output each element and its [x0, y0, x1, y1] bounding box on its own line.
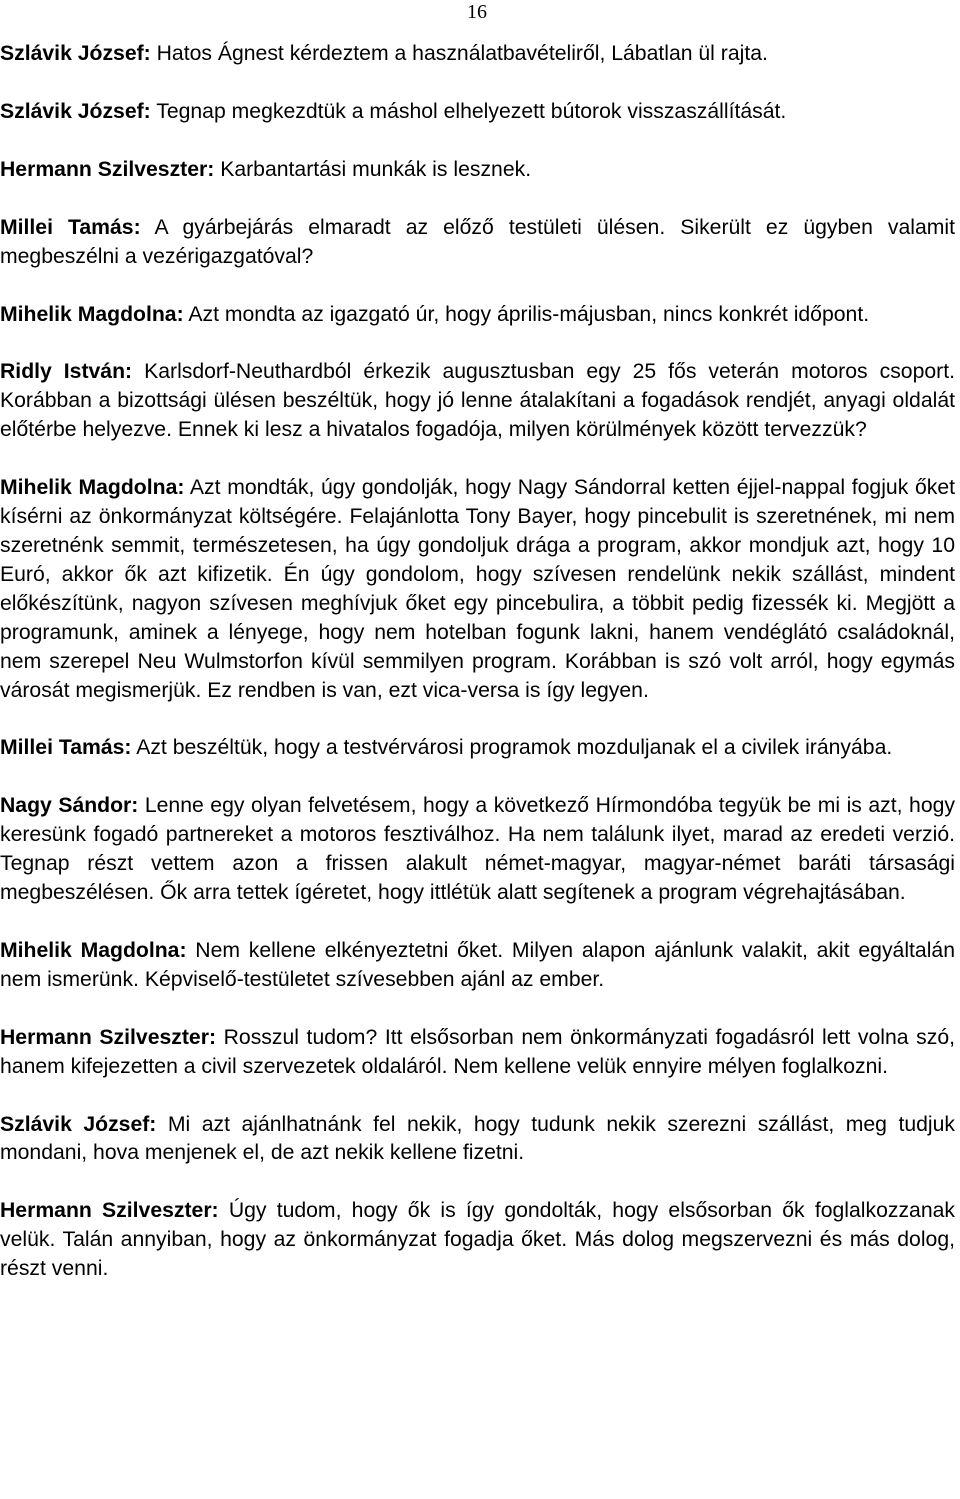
paragraph-text: Hatos Ágnest kérdeztem a használatbavételiről, Lábatlan ül rajta.	[150, 42, 768, 65]
speaker-name: Szlávik József:	[0, 1112, 157, 1136]
speaker-name: Mihelik Magdolna:	[0, 476, 185, 500]
speaker-name: Szlávik József:	[0, 42, 151, 65]
paragraph	[0, 214, 955, 272]
paragraph-text: Nem kellene elkényeztetni őket. Milyen alapon ajánlunk valakit, akit egyáltalán nem ismerünk. Képviselő-testületet szívesebben ajánl az ember.	[0, 938, 955, 991]
paragraph-text: Azt mondta az igazgató úr, hogy április-májusban, nincs konkrét időpont.	[183, 302, 870, 326]
speaker-name: Hermann Szilveszter:	[0, 1199, 219, 1223]
speaker-name: Millei Tamás:	[0, 736, 132, 760]
paragraph-text: Lenne egy olyan felvetésem, hogy a következő Hírmondóba tegyük be mi is azt, hogy keresünk fogadó partnereket a motoros fesztiválhoz. Ha nem találunk ilyet, marad az eredeti verzió. Tegnap részt vettem azon a frissen alakult német-magyar, magyar-német baráti társasági megbeszélésen. Ők arra tettek ígéretet, hogy ittlétük alatt segítenek a program végrehajtásában.	[0, 794, 955, 905]
paragraph-text: Karlsdorf-Neuthardból érkezik augusztusban egy 25 fős veterán motoros csoport. Korábban a bizottsági ülésen beszéltük, hogy jó lenne átalakítani a fogadások rendjét, anyagi oldalát előtérbe helyezve. Ennek ki lesz a hivatalos fogadója, milyen körülmények között tervezzük?	[0, 360, 955, 442]
speaker-name: Hermann Szilveszter:	[0, 157, 215, 181]
paragraph	[0, 1111, 955, 1169]
paragraph	[0, 1024, 955, 1082]
paragraph	[0, 98, 955, 127]
paragraph-text: Tegnap megkezdtük a máshol elhelyezett bútorok visszaszállítását.	[150, 99, 787, 123]
paragraph-text: Úgy tudom, hogy ők is így gondolták, hogy elsősorban ők foglalkozzanak velük. Talán annyiban, hogy az önkormányzat fogadja őket. Más dolog megszervezni és más dolog, részt venni.	[0, 1199, 956, 1281]
paragraph-text: Azt mondták, úgy gondolják, hogy Nagy Sándorral ketten éjjel-nappal fogjuk őket kísérni az önkormányzat költségére. Felajánlotta Tony Bayer, hogy pincebulit is szeretnének, mi nem szeretnénk semmit, természetesen, ha úgy gondoljuk drága a program, akkor mondjuk azt, hogy 10 Euró, akkor ők azt kifizetik. Én úgy gondolom, hogy szívesen rendelünk nekik szállást, mindent előkészítünk, nagyon szívesen meghívjuk őket egy pincebulira, a többit pedig fizessék ki. Megjött a programunk, aminek a lényege, hogy nem hotelban fogunk lakni, hanem vendéglátó családoknál, nem szerepel Neu Wulmstorfon kívül semmilyen program. Korábban is szó volt arról, hogy egymás városát megismerjük. Ez rendben is van, ezt vica-versa is így legyen.	[0, 476, 956, 702]
speaker-name: Nagy Sándor:	[0, 794, 139, 818]
paragraph	[0, 358, 955, 445]
speaker-name: Hermann Szilveszter:	[0, 1025, 217, 1049]
paragraph-text: Rosszul tudom? Itt elsősorban nem önkormányzati fogadásról lett volna szó, hanem kifejezetten a civil szervezetek oldaláról. Nem kellene velük ennyire mélyen foglalkozni.	[0, 1025, 955, 1078]
paragraph	[0, 474, 955, 705]
speaker-name: Millei Tamás:	[0, 215, 141, 239]
paragraph	[0, 792, 955, 908]
paragraph	[0, 1197, 955, 1284]
speaker-name: Szlávik József:	[0, 99, 151, 123]
paragraph	[0, 734, 955, 763]
paragraph	[0, 937, 955, 995]
paragraph	[0, 156, 955, 185]
paragraph	[0, 301, 955, 330]
paragraph-text: Azt beszéltük, hogy a testvérvárosi programok mozduljanak el a civilek irányába.	[131, 736, 893, 760]
paragraph-text: Mi azt ajánlhatnánk fel nekik, hogy tudunk nekik szerezni szállást, meg tudjuk mondani, hova menjenek el, de azt nekik kellene fizetni.	[0, 1112, 955, 1165]
paragraph-text: A gyárbejárás elmaradt az előző testületi ülésen. Sikerült ez ügyben valamit megbeszélni a vezérigazgatóval?	[0, 215, 956, 268]
paragraph	[0, 40, 955, 69]
paragraph-text: Karbantartási munkák is lesznek.	[214, 157, 532, 181]
speaker-name: Mihelik Magdolna:	[0, 302, 184, 326]
speaker-name: Ridly István:	[0, 360, 133, 384]
page-number: 16	[467, 1, 487, 23]
minutes-body	[0, 40, 955, 1313]
speaker-name: Mihelik Magdolna:	[0, 938, 187, 962]
